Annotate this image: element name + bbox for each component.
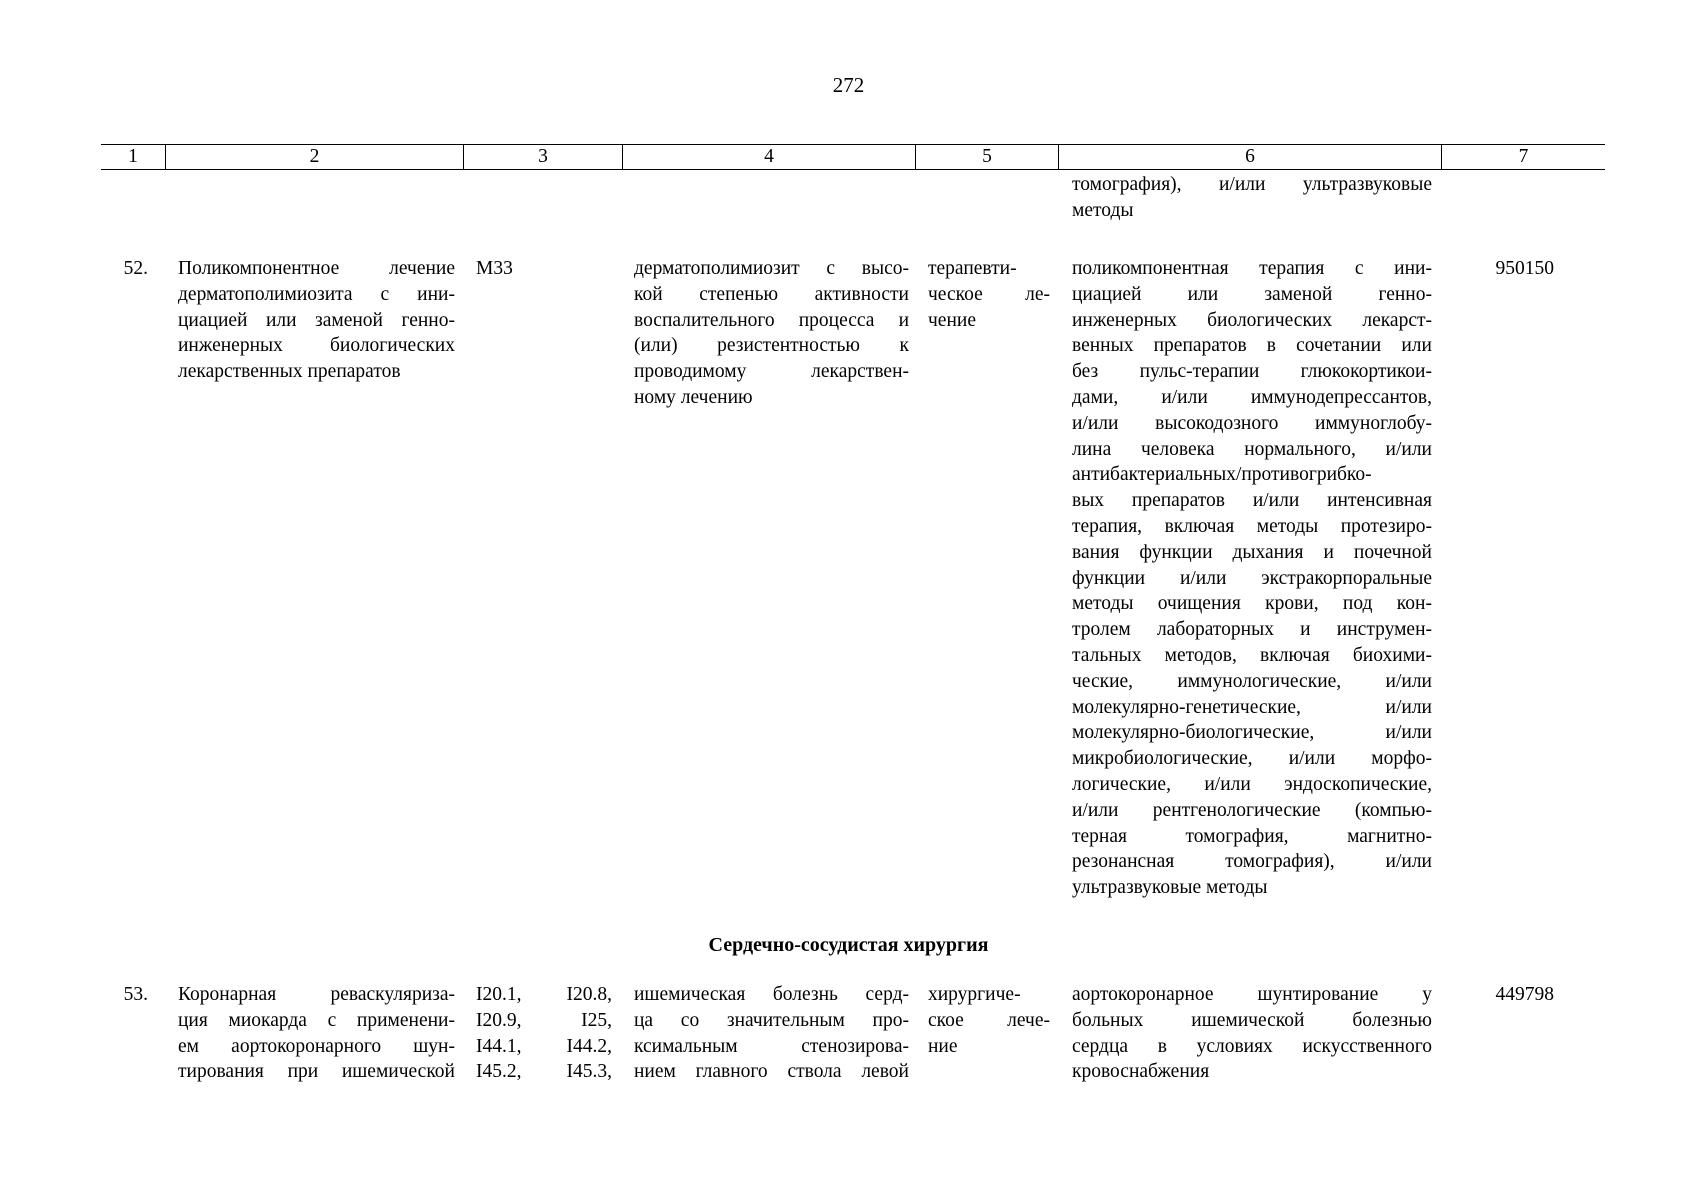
header-cell-2: 2 (166, 145, 464, 169)
code-line (476, 982, 612, 1008)
text-line: циацией или заменой генно- (178, 309, 455, 331)
text-line: и/или высокодозного иммуноглобу- (1072, 412, 1432, 434)
text-line: ция миокарда с применени- (178, 1009, 455, 1031)
text-line: антибактериальных/противогрибко- (1072, 464, 1372, 486)
icd-code: I44.2, (566, 1035, 612, 1057)
text-line: дерматополимиозита с ини- (178, 283, 455, 305)
text-line: вания функции дыхания и почечной (1072, 541, 1432, 563)
text-line: поликомпонентная терапия с ини- (1072, 258, 1432, 279)
text-line: вых препаратов и/или интенсивная (1072, 490, 1432, 512)
text-line: сердца в условиях искусственного (1072, 1035, 1432, 1057)
text-line: лина человека нормального, и/или (1072, 438, 1432, 460)
text-line: ние (928, 1035, 958, 1057)
text-line: без пульс-терапии глюкокортикои- (1072, 361, 1432, 383)
header-cell-7: 7 (1518, 146, 1529, 167)
header-cell-4: 4 (623, 145, 916, 169)
care-type-name (178, 982, 455, 1085)
header-cell-6: 6 (1059, 145, 1442, 169)
text-line: чение (928, 309, 976, 331)
text-line: инженерных биологических лекарст- (1072, 309, 1432, 331)
text-line: молекулярно-биологические, и/или (1072, 722, 1432, 744)
row-number: 53. (123, 984, 148, 1005)
section-title: Сердечно-сосудистая хирургия (708, 934, 989, 956)
text-line: терная томография, магнитно- (1072, 825, 1432, 847)
row-number: 52. (123, 258, 148, 279)
text-line: Поликомпонентное лечение (178, 258, 455, 279)
text-line: тальных методов, включая биохими- (1072, 644, 1432, 666)
continuation-method-text (1072, 172, 1432, 224)
icd-code: I20.9, (476, 1009, 522, 1031)
treatment-type (928, 256, 1050, 333)
text-line: Коронарная реваскуляриза- (178, 984, 455, 1005)
text-line: нием главного ствола левой (634, 1061, 909, 1083)
text-line: молекулярно-генетические, и/или (1072, 696, 1432, 718)
icd-code: I20.8, (566, 984, 612, 1005)
text-line: тролем лабораторных и инструмен- (1072, 619, 1432, 641)
text-line: терапия, включая методы протезиро- (1072, 515, 1432, 537)
text-line: резонансная томография), и/или (1072, 851, 1432, 873)
icd-codes (476, 982, 612, 1085)
code-line (476, 1034, 612, 1060)
text-line: ческие, иммунологические, и/или (1072, 670, 1432, 692)
text-line: аортокоронарное шунтирование у (1072, 984, 1432, 1005)
text-line: кой степенью активности (634, 283, 909, 305)
header-cell-3: 3 (464, 145, 623, 169)
care-type-name (178, 256, 455, 385)
text-line: кровоснабжения (1072, 1061, 1210, 1083)
normative-cost: 950150 (1495, 258, 1554, 279)
text-line: ишемическая болезнь серд- (634, 984, 909, 1005)
text-line: дами, и/или иммунодепрессантов, (1072, 386, 1432, 408)
icd-code: I20.1, (476, 984, 522, 1005)
patient-model (634, 256, 909, 411)
text-line: больных ишемической болезнью (1072, 1009, 1432, 1031)
table-header-row (101, 144, 1605, 170)
treatment-type (928, 982, 1050, 1059)
text-line: лекарственных препаратов (178, 361, 401, 383)
text-line: логические, и/или эндоскопические, (1072, 773, 1432, 795)
text-line: ца со значительным про- (634, 1009, 909, 1031)
text-line: инженерных биологических (178, 335, 455, 357)
text-line: методы (1072, 199, 1134, 221)
text-line: методы очищения крови, под кон- (1072, 593, 1432, 615)
text-line: и/или рентгенологические (компью- (1072, 799, 1432, 821)
icd-code: I44.1, (476, 1035, 522, 1057)
code-line (476, 1008, 612, 1034)
page-number: 272 (832, 73, 865, 97)
text-line: ское лече- (928, 1009, 1050, 1031)
patient-model (634, 982, 909, 1085)
code-line (476, 1059, 612, 1085)
icd-code: M33 (476, 258, 513, 279)
normative-cost: 449798 (1495, 984, 1554, 1005)
header-cell-1: 1 (101, 145, 166, 169)
icd-code: I45.3, (566, 1061, 612, 1083)
text-line: воспалительного процесса и (634, 309, 909, 331)
text-line: терапевти- (928, 258, 1017, 279)
text-line: венных препаратов в сочетании или (1072, 335, 1432, 357)
text-line: ному лечению (634, 386, 753, 408)
text-line: функции и/или экстракорпоральные (1072, 567, 1432, 589)
text-line: проводимому лекарствен- (634, 361, 909, 383)
text-line: дерматополимиозит с высо- (634, 258, 909, 279)
header-cell-5: 5 (916, 145, 1059, 169)
text-line: (или) резистентностью к (634, 335, 909, 357)
text-line: микробиологические, и/или морфо- (1072, 748, 1432, 770)
icd-code: I45.2, (476, 1061, 522, 1083)
icd-code: I25, (581, 1009, 612, 1031)
text-line: тирования при ишемической (178, 1061, 455, 1083)
text-line: ультразвуковые методы (1072, 877, 1268, 899)
treatment-method (1072, 256, 1432, 901)
text-line: циацией или заменой генно- (1072, 283, 1432, 305)
text-line: хирургиче- (928, 984, 1021, 1005)
text-line: ксимальным стенозирова- (634, 1035, 909, 1057)
text-line: ческое ле- (928, 283, 1050, 305)
text-line: томография), и/или ультразвуковые (1072, 174, 1432, 195)
text-line: ем аортокоронарного шун- (178, 1035, 455, 1057)
treatment-method (1072, 982, 1432, 1085)
